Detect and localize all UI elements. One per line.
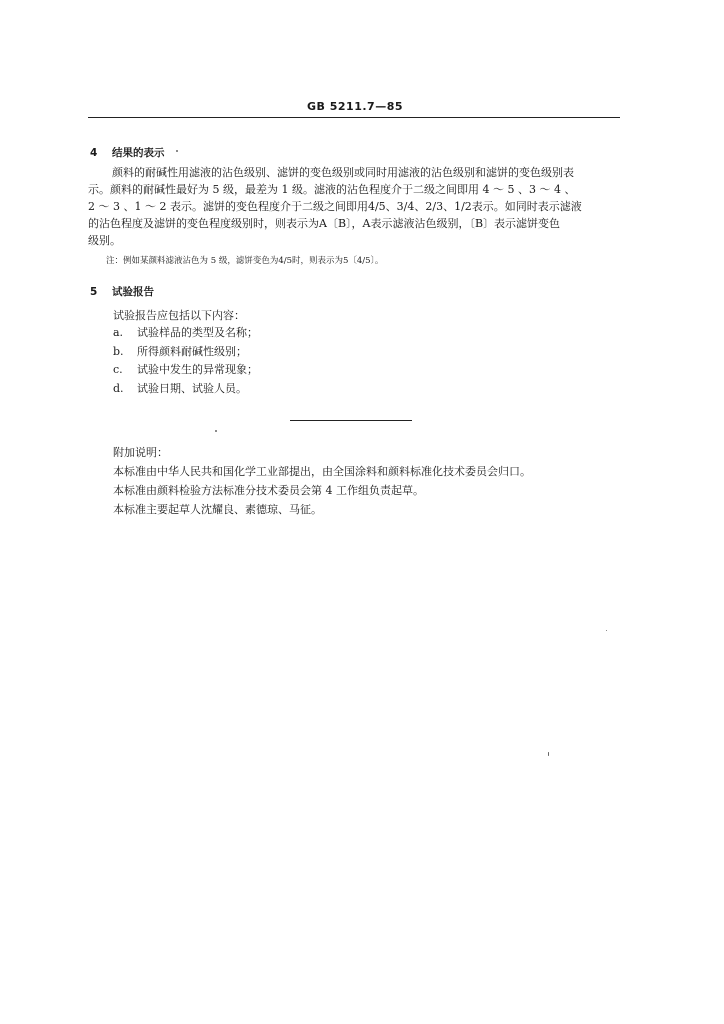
additional-note-line: 本标准主要起草人沈耀良、素德琼、马征。	[113, 503, 322, 516]
report-intro: 试验报告应包括以下内容：	[113, 309, 245, 322]
section-4-title: 结果的表示	[112, 147, 165, 159]
list-item	[113, 361, 258, 380]
scan-speck	[176, 150, 178, 152]
paragraph-line: 颜料的耐碱性用滤液的沾色级别、滤饼的变色级别或同时用滤液的沾色级别和滤饼的变色级别表	[112, 166, 574, 179]
paragraph-line: 示。颜料的耐碱性最好为 5 级，最差为 1 级。滤液的沾色程度介于二级之间即用 4 ～ 5 、3 ～ 4 、	[88, 183, 576, 196]
section-5-heading	[90, 284, 154, 299]
scan-speck	[215, 430, 217, 432]
section-4-note: 注：例如某颜料滤液沾色为 5 级，滤饼变色为4/5时，则表示为5〔4/5〕。	[106, 256, 384, 266]
list-marker: d.	[113, 381, 124, 395]
additional-notes-heading: 附加说明：	[113, 446, 168, 459]
list-item	[113, 380, 258, 399]
section-5-title: 试验报告	[112, 286, 154, 298]
paragraph-line: 级别。	[88, 234, 121, 247]
section-4-number: 4	[90, 147, 98, 159]
list-item-text: 试验日期、试验人员。	[137, 381, 247, 395]
list-item-text: 所得颜料耐碱性级别；	[137, 344, 247, 358]
section-4-heading	[90, 145, 165, 160]
list-item	[113, 324, 258, 343]
standard-code: GB 5211.7—85	[307, 100, 403, 113]
report-items-list	[113, 324, 258, 398]
list-item-text: 试验中发生的异常现象；	[137, 363, 258, 376]
section-4-paragraph	[88, 164, 620, 249]
scan-speck	[606, 630, 607, 631]
list-item	[113, 343, 258, 362]
list-marker: a.	[113, 326, 124, 339]
paragraph-line: 的沾色程度及滤饼的变色程度级别时，则表示为A〔B〕，A表示滤液沾色级别，〔B〕表示滤饼变色	[88, 217, 561, 230]
end-divider	[290, 420, 412, 421]
additional-notes	[113, 443, 531, 519]
additional-note-line: 本标准由颜料检验方法标准分技术委员会第 4 工作组负责起草。	[113, 484, 424, 497]
list-marker: b.	[113, 344, 124, 358]
header-rule	[88, 117, 620, 118]
additional-note-line: 本标准由中华人民共和国化学工业部提出，由全国涂料和颜料标准化技术委员会归口。	[113, 465, 531, 478]
list-marker: c.	[113, 363, 123, 376]
section-5-number: 5	[90, 286, 98, 298]
scan-speck	[548, 752, 549, 756]
list-item-text: 试验样品的类型及名称；	[137, 326, 258, 339]
paragraph-line: 2 ～ 3 、1 ～ 2 表示。滤饼的变色程度介于二级之间即用4/5、3/4、2/3、1/2表示。如同时表示滤液	[88, 200, 582, 213]
